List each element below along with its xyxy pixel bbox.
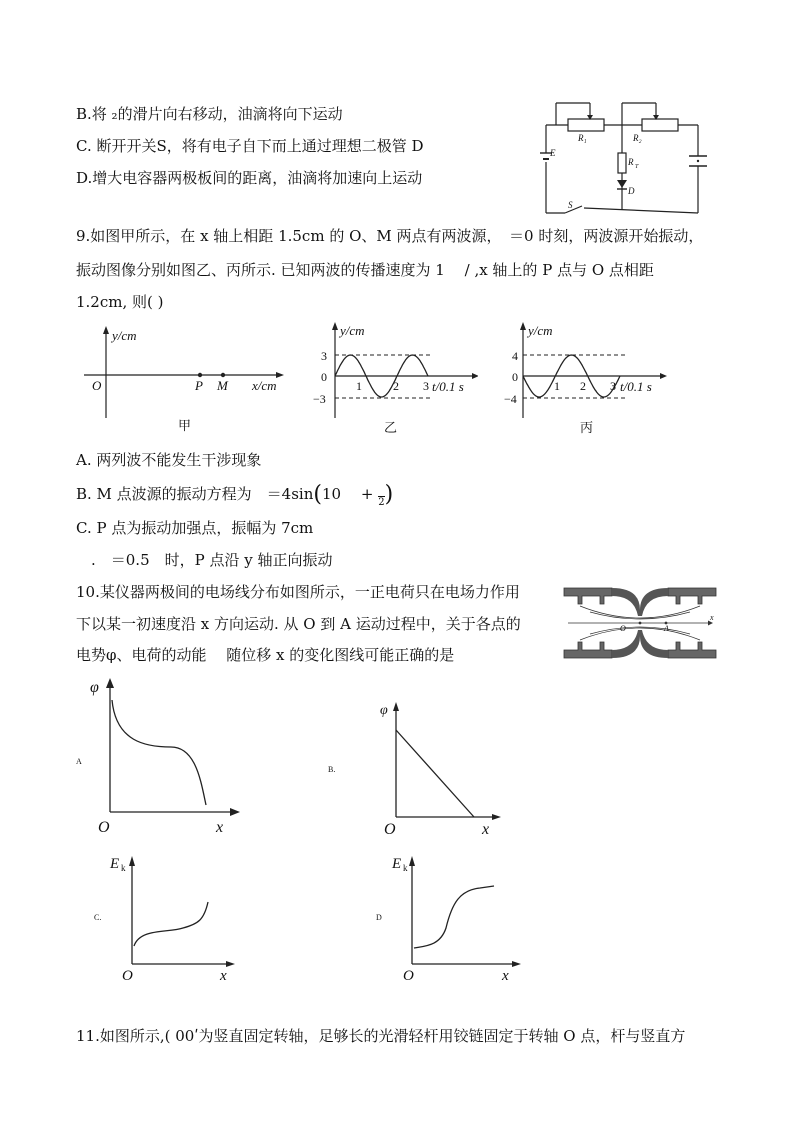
- yi-tick-3: 3: [423, 379, 429, 393]
- q11-stem-line1: 11.如图所示,( 00ʹ为竖直固定转轴，足够长的光滑轻杆用铰链固定于转轴 O 点，杆与竖直方: [76, 1027, 686, 1045]
- graph-c-option-label: C.: [94, 913, 102, 922]
- graph-d-x-label: x: [502, 968, 509, 984]
- q8-option-b: B.将 ₂的滑片向右移动，油滴将向下运动: [76, 105, 343, 123]
- yi-x-axis-label: t/0.1 s: [432, 379, 464, 394]
- circuit-d-label: D: [628, 186, 635, 196]
- circuit-rt-subscript: T: [635, 164, 639, 170]
- q9-option-b-inner: 10 +: [321, 485, 379, 503]
- q9-stem-line1: 9.如图甲所示，在 x 轴上相距 1.5cm 的 O、M 两点有两波源， ＝0 时刻，两波源开始振动，: [76, 227, 704, 245]
- bing-tick-2: 2: [580, 379, 586, 393]
- graph-d-y-label: E: [392, 856, 402, 872]
- bing-tick-1: 1: [554, 379, 560, 393]
- q9-option-b-paren-close: ): [384, 482, 394, 507]
- q8-option-c: C. 断开开关S，将有电子自下而上通过理想二极管 D: [76, 137, 424, 155]
- bing-tick-top: 4: [512, 349, 518, 363]
- yi-tick-zero: 0: [321, 370, 327, 384]
- q10-stem-line2: 下以某一初速度沿 x 方向运动. 从 O 到 A 运动过程中，关于各点的: [76, 615, 521, 633]
- circuit-s-label: S: [568, 200, 573, 210]
- q9-stem-line3: 1.2cm, 则( ): [76, 293, 164, 311]
- q9-option-b-paren-open: (: [313, 482, 322, 507]
- graph-c-y-subscript: k: [121, 863, 126, 873]
- bing-caption: 丙: [580, 420, 594, 435]
- graph-a-x-label: x: [216, 819, 224, 836]
- graph-b-y-label: φ: [380, 703, 388, 718]
- graph-d-origin: O: [403, 968, 414, 984]
- graph-b-origin: O: [384, 821, 396, 838]
- field-diagram: [560, 582, 720, 664]
- q8-option-d: D.增大电容器两极板间的距离，油滴将加速向上运动: [76, 169, 423, 187]
- bing-x-axis-label: t/0.1 s: [620, 379, 652, 394]
- q9-option-c: C. P 点为振动加强点，振幅为 7cm: [76, 519, 314, 537]
- graph-a-y-label: φ: [90, 679, 99, 696]
- circuit-e-label: E: [550, 148, 556, 158]
- jia-origin-label: O: [92, 378, 102, 393]
- yi-tick-top: 3: [321, 349, 327, 363]
- bing-tick-3: 3: [610, 379, 616, 393]
- circuit-r1-label: R₁: [578, 133, 587, 143]
- q9-option-b: [76, 484, 393, 508]
- graph-a-origin: O: [98, 819, 110, 836]
- circuit-rt-label: R: [628, 157, 634, 167]
- q9-stem-line2: 振动图像分别如图乙、丙所示. 已知两波的传播速度为 1 / ,x 轴上的 P 点与 O 点相距: [76, 261, 654, 279]
- graph-b: [326, 692, 506, 842]
- graph-c-y-label: E: [110, 856, 120, 872]
- field-o-label: O: [620, 624, 626, 633]
- jia-x-axis-label: x/cm: [252, 378, 277, 393]
- graph-a-option-label: A: [76, 757, 82, 766]
- yi-caption: 乙: [384, 420, 398, 435]
- figure-bing: [496, 318, 676, 436]
- jia-y-axis-label: y/cm: [112, 328, 137, 343]
- q10-stem-line1: 10.某仪器两极间的电场线分布如图所示，一正电荷只在电场力作用: [76, 583, 520, 601]
- graph-d-option-label: D: [376, 913, 382, 922]
- field-a-label: A: [664, 624, 669, 633]
- graph-a: [76, 672, 246, 842]
- circuit-r2-label: R₂: [633, 133, 642, 143]
- graph-d-y-subscript: k: [403, 863, 408, 873]
- figure-jia: [80, 322, 290, 434]
- q9-option-d: . ＝0.5 时，P 点沿 y 轴正向振动: [76, 551, 333, 569]
- q9-option-b-fraction: 2: [378, 497, 385, 508]
- bing-tick-zero: 0: [512, 370, 518, 384]
- jia-point-p: P: [195, 378, 203, 393]
- yi-tick-bottom: −3: [313, 392, 326, 406]
- yi-y-axis-label: y/cm: [340, 323, 365, 338]
- circuit-diagram: [538, 98, 720, 218]
- q9-option-a: A. 两列波不能发生干涉现象: [76, 451, 262, 469]
- jia-point-m: M: [217, 378, 228, 393]
- bing-y-axis-label: y/cm: [528, 323, 553, 338]
- jia-caption: 甲: [178, 418, 192, 433]
- graph-b-x-label: x: [482, 821, 490, 838]
- graph-c: [88, 848, 238, 988]
- yi-tick-1: 1: [356, 379, 362, 393]
- q10-stem-line3: 电势φ、电荷的动能 随位移 x 的变化图线可能正确的是: [76, 646, 455, 664]
- graph-c-origin: O: [122, 968, 133, 984]
- graph-b-option-label: B.: [328, 765, 336, 774]
- figure-yi: [308, 318, 478, 436]
- graph-d: [370, 848, 530, 988]
- field-x-label: x: [710, 613, 714, 622]
- q9-option-b-text: B. M 点波源的振动方程为 ＝4sin: [76, 485, 314, 503]
- bing-tick-bottom: −4: [504, 392, 517, 406]
- graph-c-x-label: x: [220, 968, 227, 984]
- yi-tick-2: 2: [393, 379, 399, 393]
